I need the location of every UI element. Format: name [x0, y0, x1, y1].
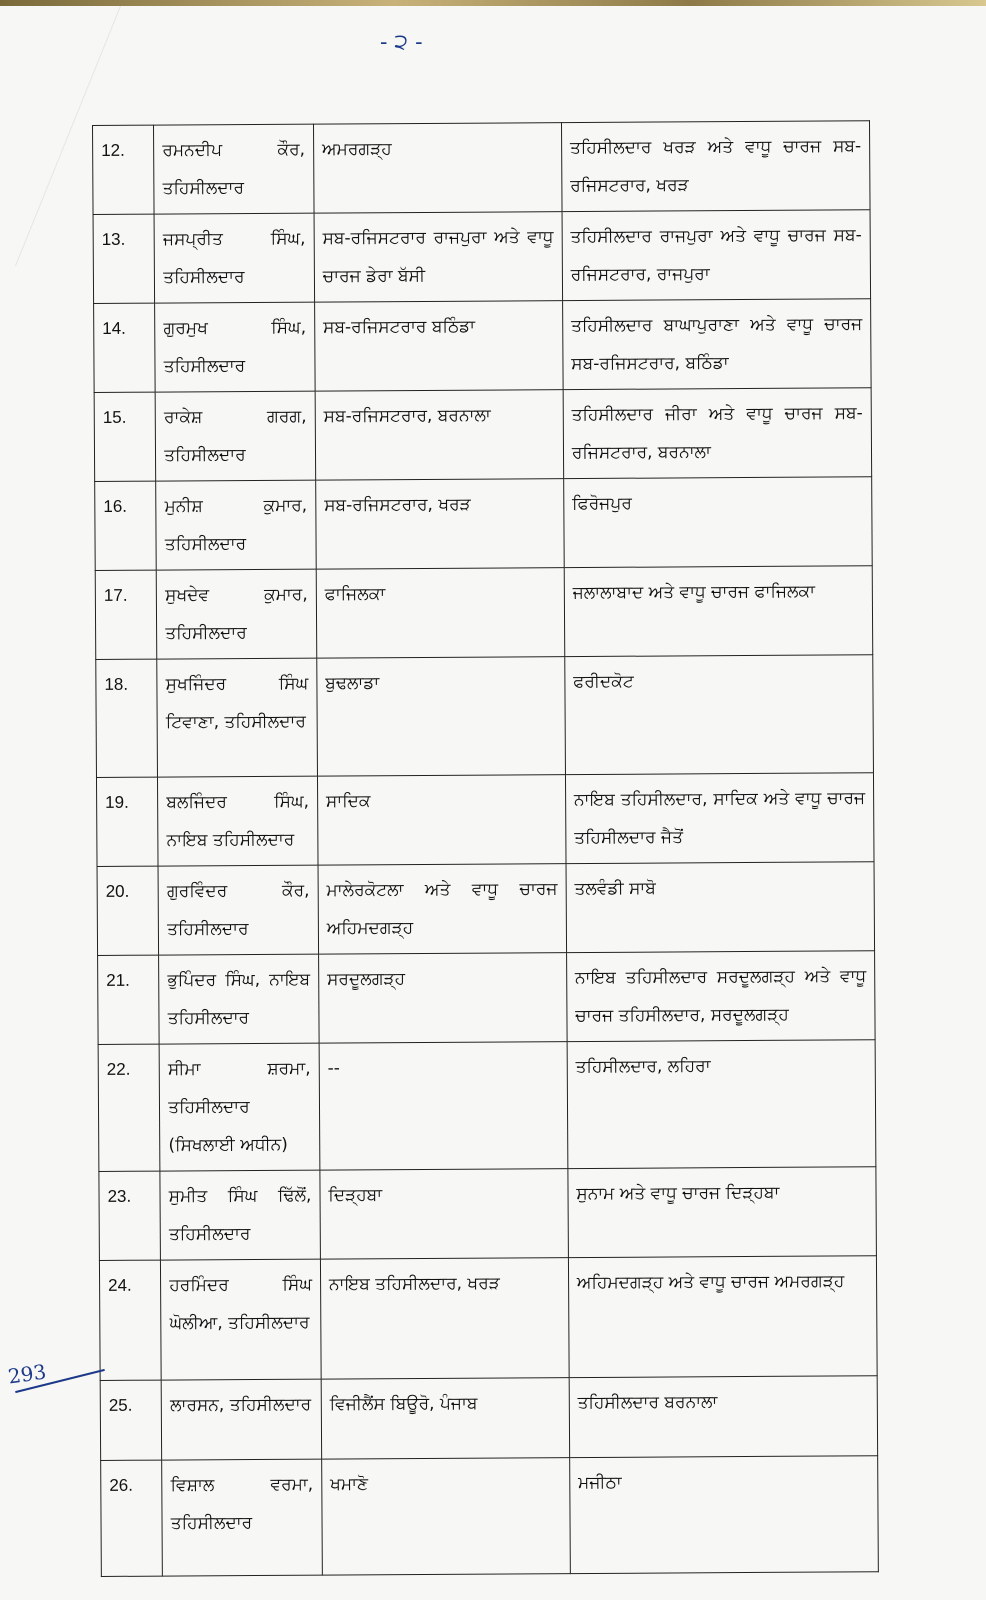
officer-name: ਹਰਮਿੰਦਰ ਸਿੰਘ ਘੋਲੀਆ, ਤਹਿਸੀਲਦਾਰ: [161, 1259, 321, 1380]
officer-name: ਗੁਰਵਿੰਦਰ ਕੌਰ, ਤਹਿਸੀਲਦਾਰ: [158, 865, 318, 955]
officer-name: ਲਾਰਸਨ, ਤਹਿਸੀਲਦਾਰ: [161, 1379, 321, 1460]
officer-name: ਭੁਪਿੰਦਰ ਸਿੰਘ, ਨਾਇਬ ਤਹਿਸੀਲਦਾਰ: [159, 954, 319, 1044]
row-number: 23.: [99, 1171, 161, 1260]
page-number: - ੨ -: [380, 30, 423, 55]
officer-name: ਸੁਖਦੇਵ ਕੁਮਾਰ, ਤਹਿਸੀਲਦਾਰ: [156, 569, 316, 659]
current-posting: ਸਬ-ਰਜਿਸਟਰਾਰ ਬਠਿੰਡਾ: [314, 301, 562, 392]
current-posting: ਫਾਜਿਲਕਾ: [316, 568, 564, 659]
row-number: 22.: [98, 1044, 160, 1171]
new-posting: ਸੁਨਾਮ ਅਤੇ ਵਾਧੂ ਚਾਰਜ ਦਿੜ੍ਹਬਾ: [568, 1167, 877, 1258]
table-row: [96, 773, 874, 867]
row-number: 24.: [99, 1260, 161, 1380]
new-posting: ਤਹਿਸੀਲਦਾਰ ਖਰੜ ਅਤੇ ਵਾਧੂ ਚਾਰਜ ਸਬ-ਰਜਿਸਟਰਾਰ, ਖਰੜ: [561, 121, 870, 212]
new-posting: ਮਜੀਠਾ: [569, 1456, 878, 1574]
row-number: 17.: [95, 570, 157, 659]
new-posting: ਤਹਿਸੀਲਦਾਰ ਜੀਰਾ ਅਤੇ ਵਾਧੂ ਚਾਰਜ ਸਬ-ਰਜਿਸਟਰਾਰ, ਬਰਨਾਲਾ: [563, 388, 872, 479]
officer-name: ਵਿਸ਼ਾਲ ਵਰਮਾ, ਤਹਿਸੀਲਦਾਰ: [162, 1459, 322, 1576]
officer-name: ਸੁਖਜਿੰਦਰ ਸਿੰਘ ਟਿਵਾਣਾ, ਤਹਿਸੀਲਦਾਰ: [157, 658, 317, 777]
row-number: 20.: [97, 866, 159, 955]
table-row: [98, 1040, 876, 1172]
officer-name: ਰਾਕੇਸ਼ ਗਰਗ, ਤਹਿਸੀਲਦਾਰ: [155, 391, 315, 481]
new-posting: ਤਹਿਸੀਲਦਾਰ, ਲਹਿਰਾ: [567, 1040, 876, 1169]
current-posting: --: [319, 1042, 568, 1171]
row-number: 12.: [93, 125, 155, 214]
row-number: 15.: [94, 392, 156, 481]
current-posting: ਅਮਰਗੜ੍ਹ: [313, 123, 561, 214]
table-row: [94, 299, 872, 393]
current-posting: ਬੁਢਲਾਡਾ: [317, 657, 566, 777]
row-number: 26.: [101, 1460, 163, 1576]
officer-name: ਜਸਪ੍ਰੀਤ ਸਿੰਘ, ਤਹਿਸੀਲਦਾਰ: [154, 213, 314, 303]
table-row: [93, 121, 871, 215]
transfer-table: [92, 120, 879, 1577]
current-posting: ਨਾਇਬ ਤਹਿਸੀਲਦਾਰ, ਖਰੜ: [320, 1258, 569, 1380]
new-posting: ਤਹਿਸੀਲਦਾਰ ਬਰਨਾਲਾ: [569, 1376, 878, 1458]
officer-name: ਸੀਮਾ ਸ਼ਰਮਾ, ਤਹਿਸੀਲਦਾਰ (ਸਿਖਲਾਈ ਅਧੀਨ): [159, 1043, 319, 1171]
table-row: [94, 388, 872, 482]
table-row: [95, 566, 873, 660]
table-row: [95, 477, 873, 571]
current-posting: ਸਬ-ਰਜਿਸਟਰਾਰ ਰਾਜਪੁਰਾ ਅਤੇ ਵਾਧੂ ਚਾਰਜ ਡੇਰਾ ਬੱਸੀ: [314, 212, 562, 303]
new-posting: ਨਾਇਬ ਤਹਿਸੀਲਦਾਰ, ਸਾਦਿਕ ਅਤੇ ਵਾਧੂ ਚਾਰਜ ਤਹਿਸੀਲਦਾਰ ਜੈਤੋਂ: [565, 773, 874, 864]
current-posting: ਸਬ-ਰਜਿਸਟਰਾਰ, ਬਰਨਾਲਾ: [315, 390, 563, 481]
new-posting: ਜਲਾਲਾਬਾਦ ਅਤੇ ਵਾਧੂ ਚਾਰਜ ਫਾਜਿਲਕਾ: [564, 566, 873, 657]
officer-name: ਰਮਨਦੀਪ ਕੌਰ, ਤਹਿਸੀਲਦਾਰ: [154, 124, 314, 214]
row-number: 21.: [98, 955, 160, 1044]
row-number: 19.: [96, 777, 158, 866]
table-row: [93, 210, 871, 304]
new-posting: ਫਰੀਦਕੋਟ: [565, 655, 874, 775]
officer-name: ਬਲਜਿੰਦਰ ਸਿੰਘ, ਨਾਇਬ ਤਹਿਸੀਲਦਾਰ: [158, 776, 318, 866]
table-row: [98, 951, 876, 1045]
row-number: 16.: [95, 481, 157, 570]
margin-handwritten-note: 293: [6, 1359, 48, 1389]
new-posting: ਅਹਿਮਦਗੜ੍ਹ ਅਤੇ ਵਾਧੂ ਚਾਰਜ ਅਮਰਗੜ੍ਹ: [568, 1256, 877, 1378]
current-posting: ਖਮਾਣੋ: [321, 1458, 570, 1576]
table-row: [99, 1167, 877, 1261]
table-row: [101, 1456, 879, 1577]
current-posting: ਦਿੜ੍ਹਬਾ: [320, 1169, 568, 1260]
current-posting: ਸਬ-ਰਜਿਸਟਰਾਰ, ਖਰੜ: [316, 479, 564, 570]
officer-name: ਗੁਰਮੁਖ ਸਿੰਘ, ਤਹਿਸੀਲਦਾਰ: [155, 302, 315, 392]
new-posting: ਫਿਰੋਜਪੁਰ: [563, 477, 872, 568]
row-number: 18.: [96, 659, 158, 777]
current-posting: ਸਰਦੂਲਗੜ੍ਹ: [318, 953, 566, 1044]
table-row: [97, 862, 875, 956]
current-posting: ਵਿਜੀਲੈਂਸ ਬਿਊਰੋ, ਪੰਜਾਬ: [321, 1378, 569, 1460]
table-row: [100, 1376, 877, 1461]
table-row: [99, 1256, 877, 1381]
new-posting: ਨਾਇਬ ਤਹਿਸੀਲਦਾਰ ਸਰਦੂਲਗੜ੍ਹ ਅਤੇ ਵਾਧੂ ਚਾਰਜ ਤਹਿਸੀਲਦਾਰ, ਸਰਦੂਲਗੜ੍ਹ: [566, 951, 875, 1042]
officer-name: ਮੁਨੀਸ਼ ਕੁਮਾਰ, ਤਹਿਸੀਲਦਾਰ: [156, 480, 316, 570]
new-posting: ਤਲਵੰਡੀ ਸਾਬੋ: [566, 862, 875, 953]
table-row: [96, 655, 874, 778]
row-number: 14.: [94, 303, 156, 392]
row-number: 13.: [93, 214, 155, 303]
new-posting: ਤਹਿਸੀਲਦਾਰ ਬਾਘਾਪੁਰਾਣਾ ਅਤੇ ਵਾਧੂ ਚਾਰਜ ਸਬ-ਰਜਿਸਟਰਾਰ, ਬਠਿੰਡਾ: [562, 299, 871, 390]
current-posting: ਮਾਲੇਰਕੋਟਲਾ ਅਤੇ ਵਾਧੂ ਚਾਰਜ ਅਹਿਮਦਗੜ੍ਹ: [318, 864, 566, 955]
row-number: 25.: [100, 1380, 162, 1460]
new-posting: ਤਹਿਸੀਲਦਾਰ ਰਾਜਪੁਰਾ ਅਤੇ ਵਾਧੂ ਚਾਰਜ ਸਬ-ਰਜਿਸਟਰਾਰ, ਰਾਜਪੁਰਾ: [562, 210, 871, 301]
current-posting: ਸਾਦਿਕ: [317, 775, 565, 866]
officer-name: ਸੁਮੀਤ ਸਿੰਘ ਢਿੱਲੋਂ, ਤਹਿਸੀਲਦਾਰ: [160, 1170, 320, 1260]
